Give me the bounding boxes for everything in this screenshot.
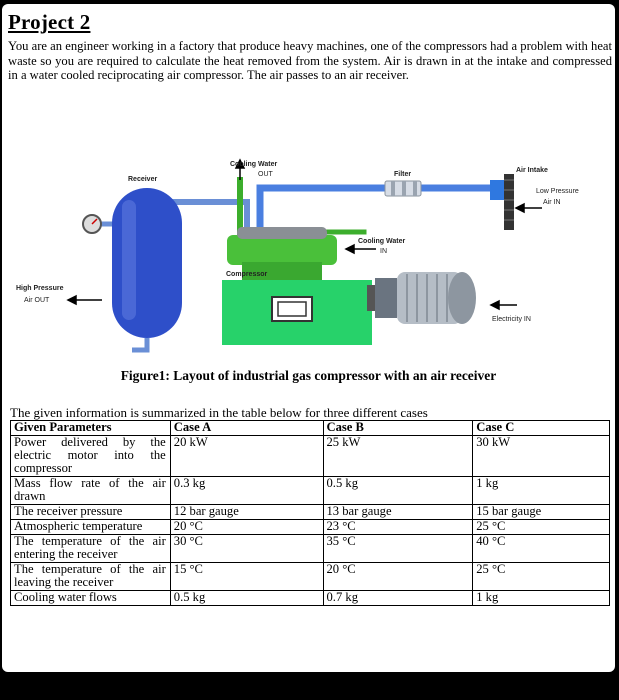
cooling-water-out-label: Cooling Water <box>230 161 278 168</box>
table-cell: 25 °C <box>473 520 610 535</box>
table-row <box>11 563 610 591</box>
high-pressure-sub: Air OUT <box>24 297 50 304</box>
table-cell: The temperature of the air entering the receiver <box>11 535 171 563</box>
receiver-tank-icon <box>83 188 182 350</box>
table-cell: 25 kW <box>323 436 473 477</box>
table-row <box>11 535 610 563</box>
table-cell: 23 °C <box>323 520 473 535</box>
table-cell: 40 °C <box>473 535 610 563</box>
table-row <box>11 520 610 535</box>
table-header: Given Parameters <box>11 421 171 436</box>
table-cell: 20 °C <box>323 563 473 591</box>
table-cell: 15 °C <box>170 563 323 591</box>
table-header: Case A <box>170 421 323 436</box>
table-cell: 13 bar gauge <box>323 505 473 520</box>
table-cell: 30 kW <box>473 436 610 477</box>
table-row <box>11 477 610 505</box>
parameters-table <box>10 420 610 606</box>
table-header: Case C <box>473 421 610 436</box>
table-cell: 0.3 kg <box>170 477 323 505</box>
table-cell: The receiver pressure <box>11 505 171 520</box>
table-header: Case B <box>323 421 473 436</box>
compressor-label: Compressor <box>226 271 268 278</box>
table-intro: The given information is summarized in the table below for three different cases <box>10 405 428 420</box>
table-cell: Cooling water flows <box>11 591 171 606</box>
cooling-water-out-sub: OUT <box>258 171 273 178</box>
table-cell: 12 bar gauge <box>170 505 323 520</box>
table-cell: 20 °C <box>170 520 323 535</box>
cooling-water-in-sub: IN <box>380 248 387 255</box>
table-cell: 35 °C <box>323 535 473 563</box>
table-cell: 20 kW <box>170 436 323 477</box>
table-cell: 30 °C <box>170 535 323 563</box>
table-cell: 1 kg <box>473 477 610 505</box>
table-cell: Atmospheric temperature <box>11 520 171 535</box>
table-row <box>11 591 610 606</box>
table-cell: 25 °C <box>473 563 610 591</box>
electric-motor-icon <box>367 272 476 324</box>
table-cell: Mass flow rate of the air drawn <box>11 477 171 505</box>
table-row <box>11 436 610 477</box>
table-cell: 1 kg <box>473 591 610 606</box>
high-pressure-label: High Pressure <box>16 285 64 292</box>
filter-label: Filter <box>394 171 412 178</box>
low-pressure-label: Low Pressure <box>536 188 579 195</box>
page-title: Project 2 <box>8 10 91 34</box>
receiver-label: Receiver <box>128 176 158 183</box>
table-cell: 0.5 kg <box>323 477 473 505</box>
cooling-water-in-label: Cooling Water <box>358 238 406 245</box>
electricity-in-label: Electricity IN <box>492 316 531 323</box>
low-pressure-sub: Air IN <box>543 199 561 206</box>
air-intake-label: Air Intake <box>516 167 548 174</box>
table-cell: 0.5 kg <box>170 591 323 606</box>
document-page <box>2 4 615 672</box>
air-intake-icon <box>490 174 514 230</box>
table-cell: 0.7 kg <box>323 591 473 606</box>
figure-caption: Figure1: Layout of industrial gas compressor with an air receiver <box>120 368 497 383</box>
compressor-layout-diagram <box>2 140 615 384</box>
table-cell: Power delivered by the electric motor into the compressor <box>11 436 171 477</box>
table-cell: 15 bar gauge <box>473 505 610 520</box>
intro-paragraph: You are an engineer working in a factory that produce heavy machines, one of the compressors had a problem with heat waste so you are required to calculate the heat removed from the system. Air is drawn in at the intake and compressed in a water cooled reciprocating air compressor. The air passes to an air receiver. <box>8 39 612 83</box>
table-row <box>11 505 610 520</box>
compressor-icon <box>222 227 372 345</box>
table-cell: The temperature of the air leaving the receiver <box>11 563 171 591</box>
table-header-row <box>11 421 610 436</box>
